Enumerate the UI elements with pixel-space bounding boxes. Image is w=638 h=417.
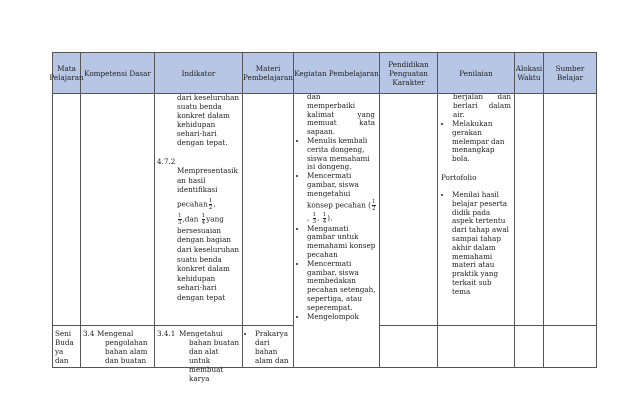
text-line: konkret dalam: [177, 264, 230, 274]
list-item: • Prakarya dari bahan alam dan: [255, 329, 292, 365]
text-line: pengolahan: [105, 338, 148, 348]
list-item: • Mengelompok: [307, 313, 377, 322]
text-line: bahan buatan: [189, 338, 240, 348]
text-line: konkret dalam: [177, 111, 230, 121]
text-line: an hasil: [177, 175, 206, 185]
column-divider: [437, 53, 438, 367]
indikator-cell: [177, 93, 241, 148]
text-line: bahan alam: [105, 347, 148, 357]
portofolio-bullet: [442, 191, 512, 297]
list-item: • Mengamati gambar untuk memahami konsep pecahan: [307, 225, 377, 260]
kegiatan-bullets: [297, 137, 377, 321]
list-item: • Mencermati gambar, siswa mengetahui konsep pecahan ( $\frac{1}{2}$ , $\frac{1}{3}$ , $\frac{1}{4}$ ).: [307, 172, 377, 224]
kegiatan-cell: [307, 93, 375, 137]
text-line: suatu benda: [177, 254, 222, 264]
column-divider: [293, 53, 294, 367]
text-line: air.: [453, 109, 465, 119]
list-item: • Menulis kembali cerita dongeng, siswa memahami isi dongeng.: [307, 137, 377, 172]
column-divider: [514, 53, 515, 367]
text-line: sehari-hari: [177, 129, 217, 139]
text-line: dengan tepat.: [177, 138, 228, 148]
text-line: membuat karya: [189, 365, 224, 384]
text-line: suatu benda: [177, 102, 222, 112]
list-item: • Mencermati gambar, siswa membedakan pecahan setengah, sepertiga, atau seperempat.: [307, 260, 377, 313]
text-line: Mempresentasik: [177, 166, 238, 175]
penilaian-cell: [453, 93, 511, 119]
materi-cell: [246, 329, 292, 365]
penilaian-bullet: [442, 120, 512, 164]
header-alokasi: Alokasi Waktu: [515, 64, 543, 82]
text-line: berlari dalam: [453, 100, 511, 110]
column-divider: [80, 53, 81, 367]
text-line: sehari-hari: [177, 283, 217, 293]
header-mata-pelajaran: Mata Pelajaran: [49, 64, 84, 82]
header-indikator: Indikator: [181, 68, 216, 78]
text-line: Mengetahui: [179, 329, 223, 338]
header-materi: Materi Pembelajaran: [243, 64, 293, 82]
text-line: dan alat untuk: [189, 347, 219, 366]
text-line: bersesuaian: [177, 225, 222, 235]
mapel-cell: [55, 329, 79, 365]
text-line: dengan bagian: [177, 235, 231, 245]
indikator-4-7-2: Mempresentasik an hasil identifikasi pecahan $\frac{1}{2}$ , $\frac{1}{3}$ ,dan $\frac{1}{4}$ yang bersesuaian dengan bagian dari keseluruhan suatu benda konkret dalam kehidupan sehari-hari dengan tepat: [177, 166, 239, 302]
header-kegiatan: Kegiatan Pembelajaran: [294, 68, 379, 78]
text-line: memuat kata: [307, 118, 375, 128]
kd-number: 3.4: [83, 329, 95, 338]
header-sumber: Sumber Belajar: [555, 64, 585, 82]
text-line: dari keseluruhan: [177, 244, 239, 254]
text-line: kehidupan: [177, 120, 216, 130]
portofolio-label: Portofolio: [441, 173, 477, 182]
ind-cell: [177, 329, 241, 384]
text-line: memperbaiki: [307, 100, 356, 110]
header-penilaian: Penilaian: [459, 68, 493, 78]
header-kompetensi-dasar: Kompetensi Dasar: [84, 68, 151, 78]
indikator-number: 4.7.2: [157, 157, 176, 166]
text-line: pecahan: [177, 199, 208, 209]
text-line: sapaan.: [307, 127, 336, 137]
text-line: dan: [307, 92, 321, 101]
text-line: kehidupan: [177, 273, 216, 283]
column-divider: [154, 53, 155, 367]
ind-number: 3.4.1: [157, 329, 176, 338]
fraction-half: $\frac{1}{2}$: [208, 197, 213, 211]
text-line: dan: [55, 356, 69, 366]
text-line: kalimat yang: [307, 109, 375, 119]
fraction-third: $\frac{1}{3}$: [178, 212, 182, 226]
text-line: Seni: [55, 329, 72, 338]
fraction-quarter: $\frac{1}{4}$: [201, 212, 206, 226]
text-line: Buda: [55, 338, 74, 348]
text-line: dan buatan: [105, 356, 147, 366]
column-divider: [379, 53, 380, 367]
text-line: berjalan dan: [453, 92, 511, 101]
row-divider: [53, 325, 293, 326]
list-item: • Menilai hasil belajar peserta didik pada aspek tertentu dari tahap awal sampai tahap akhir dalam memahami materi atau praktik yang terkait sub tema: [452, 191, 512, 297]
row-divider: [379, 325, 596, 326]
column-divider: [543, 53, 544, 367]
lesson-plan-table: [49, 52, 597, 384]
list-item: • Melakukan gerakan melempar dan menangkap bola.: [452, 120, 512, 164]
text-line: dengan tepat: [177, 292, 226, 302]
kd-cell: [97, 329, 153, 365]
text-line: Mengenal: [97, 329, 134, 338]
text-line: dari keseluruhan: [177, 93, 239, 102]
text-line: ya: [55, 347, 64, 357]
column-divider: [242, 53, 243, 367]
text-line: identifikasi: [177, 185, 218, 195]
header-pendidikan-karakter: Pendidikan Penguatan Karakter: [388, 59, 429, 87]
